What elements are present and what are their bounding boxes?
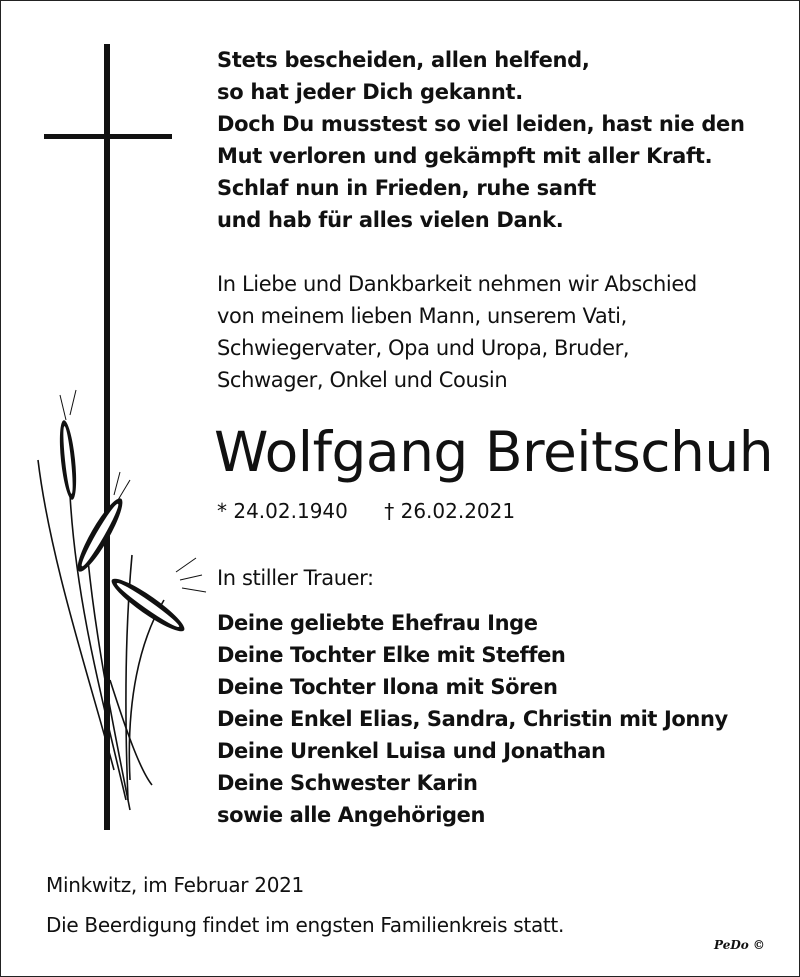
intro-line: In Liebe und Dankbarkeit nehmen wir Abschied (217, 272, 697, 296)
mourner-line: Deine Schwester Karin (217, 771, 478, 795)
mourners-list (217, 607, 728, 831)
poem-line: Schlaf nun in Frieden, ruhe sanft (217, 176, 596, 200)
poem-line: Stets bescheiden, allen helfend, (217, 48, 590, 72)
mourner-line: sowie alle Angehörigen (217, 803, 486, 827)
mourner-line: Deine Tochter Ilona mit Sören (217, 675, 558, 699)
place-and-date: Minkwitz, im Februar 2021 (46, 873, 304, 897)
mourner-line: Deine Tochter Elke mit Steffen (217, 643, 566, 667)
intro-line: von meinem lieben Mann, unserem Vati, (217, 304, 627, 328)
poem-line: und hab für alles vielen Dank. (217, 208, 564, 232)
deceased-name: Wolfgang Breitschuh (214, 420, 774, 484)
poem-line: so hat jeder Dich gekannt. (217, 80, 523, 104)
life-dates (217, 496, 515, 526)
poem-line: Mut verloren und gekämpft mit aller Kraft. (217, 144, 713, 168)
intro-line: Schwiegervater, Opa und Uropa, Bruder, (217, 336, 630, 360)
mourner-line: Deine Enkel Elias, Sandra, Christin mit Jonny (217, 707, 728, 731)
funeral-note: Die Beerdigung findet im engsten Familienkreis statt. (46, 913, 565, 937)
birth-date: * 24.02.1940 (217, 499, 348, 523)
cross-with-wheat-icon (30, 40, 220, 830)
poem-line: Doch Du musstest so viel leiden, hast nie den (217, 112, 745, 136)
farewell-intro (217, 268, 697, 396)
death-date: † 26.02.2021 (384, 499, 516, 523)
designer-signature: PeDo © (714, 938, 765, 952)
mourning-label: In stiller Trauer: (217, 566, 374, 590)
intro-line: Schwager, Onkel und Cousin (217, 368, 508, 392)
mourner-line: Deine geliebte Ehefrau Inge (217, 611, 538, 635)
poem-block (217, 44, 745, 236)
mourner-line: Deine Urenkel Luisa und Jonathan (217, 739, 606, 763)
